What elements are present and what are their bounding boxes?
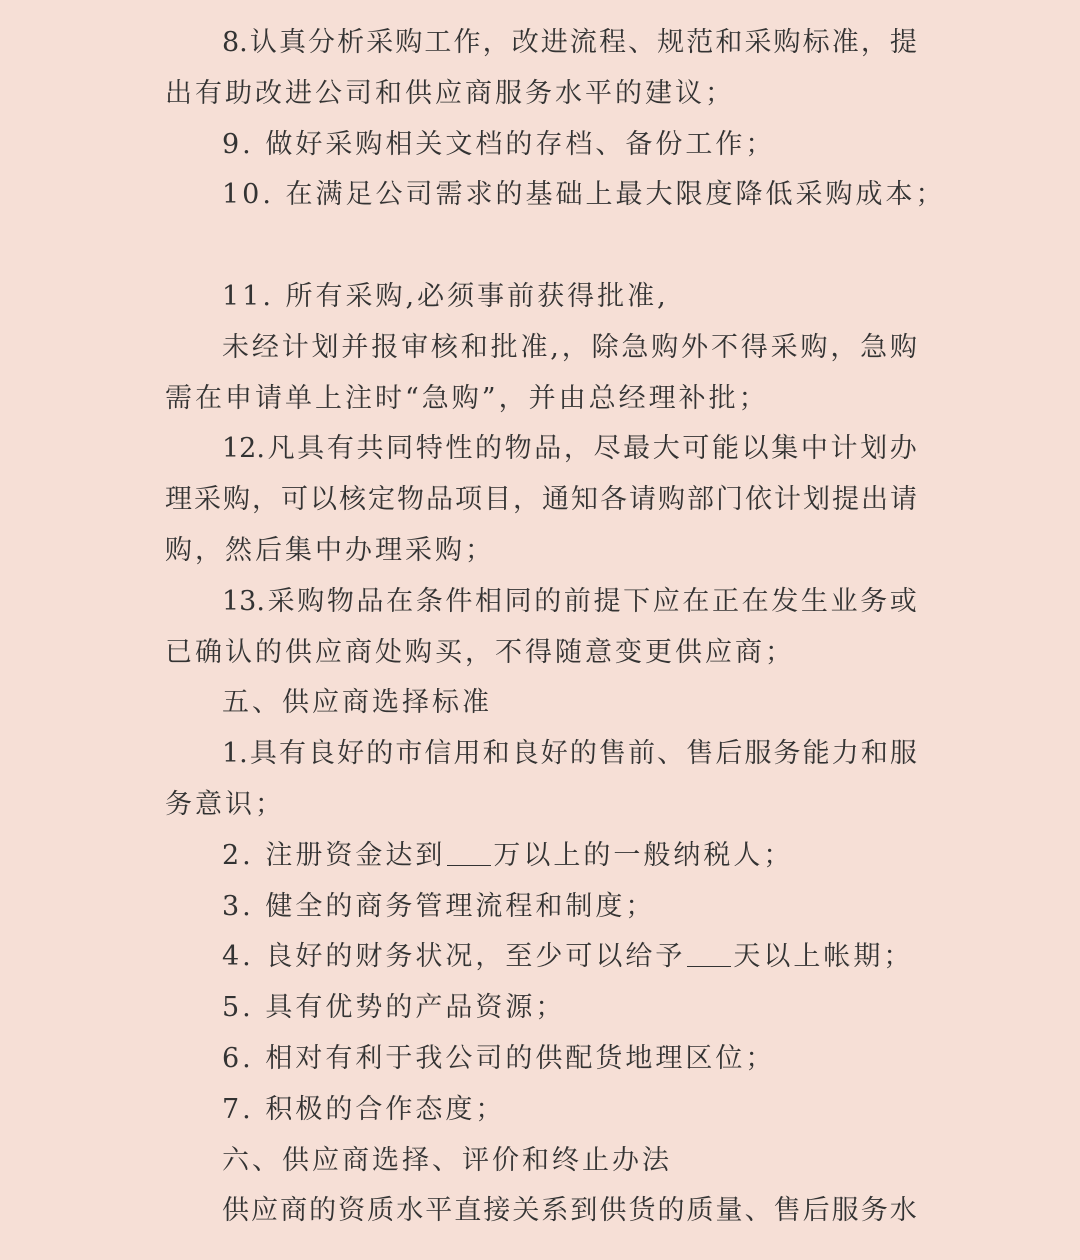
text-line: 3. 健全的商务管理流程和制度； — [222, 890, 656, 922]
fill-in-blank — [447, 835, 491, 866]
text-line: 务意识； — [165, 788, 285, 820]
text-line: 11. 所有采购,必须事前获得批准, — [222, 280, 669, 312]
text-line: 5. 具有优势的产品资源； — [222, 992, 566, 1024]
text-line: 需在申请单上注时“急购”，并由总经理补批； — [165, 382, 769, 414]
text-line: 已确认的供应商处购买，不得随意变更供应商； — [165, 636, 795, 668]
text-line: 购，然后集中办理采购； — [165, 534, 495, 566]
text-line: 供 应 商 的 资 质 水 平 直 接 关 系 到 供 货 的 质 量 、 售 后 服 务 水 — [222, 1195, 917, 1227]
text-line: 12. 凡 具 有 共 同 特 性 的 物 品 ， 尽 最 大 可 能 以 集 中 计 划 办 — [222, 433, 917, 465]
text-line: 4. 良好的财务状况，至少可以给予 天以上帐期； — [165, 932, 917, 983]
text-line: 五、供应商选择标准 — [222, 687, 492, 719]
text-line: 9. 做好采购相关文档的存档、备份工作； — [222, 128, 776, 160]
fill-in-blank — [687, 936, 731, 967]
text-line: 10. 在满足公司需求的基础上最大限度降低采购成本； — [222, 179, 946, 211]
text-line: 理 采 购 ， 可 以 核 定 物 品 项 目 ， 通 知 各 请 购 部 门 依 计 划 提 出 请 — [165, 484, 917, 516]
text-line: 7. 积极的合作态度； — [222, 1093, 506, 1125]
text-line: 六、供应商选择、评价和终止办法 — [222, 1144, 672, 1176]
blank-line — [165, 221, 917, 272]
text-line: 8. 认 真 分 析 采 购 工 作 ， 改 进 流 程 、 规 范 和 采 购 标 准 ， 提 — [222, 27, 917, 58]
text-line: 出有助改进公司和供应商服务水平的建议； — [165, 77, 735, 109]
text-line: 未 经 计 划 并 报 审 核 和 批 准 , ， 除 急 购 外 不 得 采 购 ， 急 购 — [222, 331, 917, 363]
document-body — [165, 18, 946, 1237]
text-line: 1. 具 有 良 好 的 市 信 用 和 良 好 的 售 前 、 售 后 服 务 能 力 和 服 — [222, 738, 917, 770]
text-line: 2. 注册资金达到 万以上的一般纳税人； — [165, 831, 917, 882]
text-line: 13. 采 购 物 品 在 条 件 相 同 的 前 提 下 应 在 正 在 发 生 业 务 或 — [222, 585, 917, 617]
text-line: 6. 相对有利于我公司的供配货地理区位； — [222, 1042, 776, 1074]
